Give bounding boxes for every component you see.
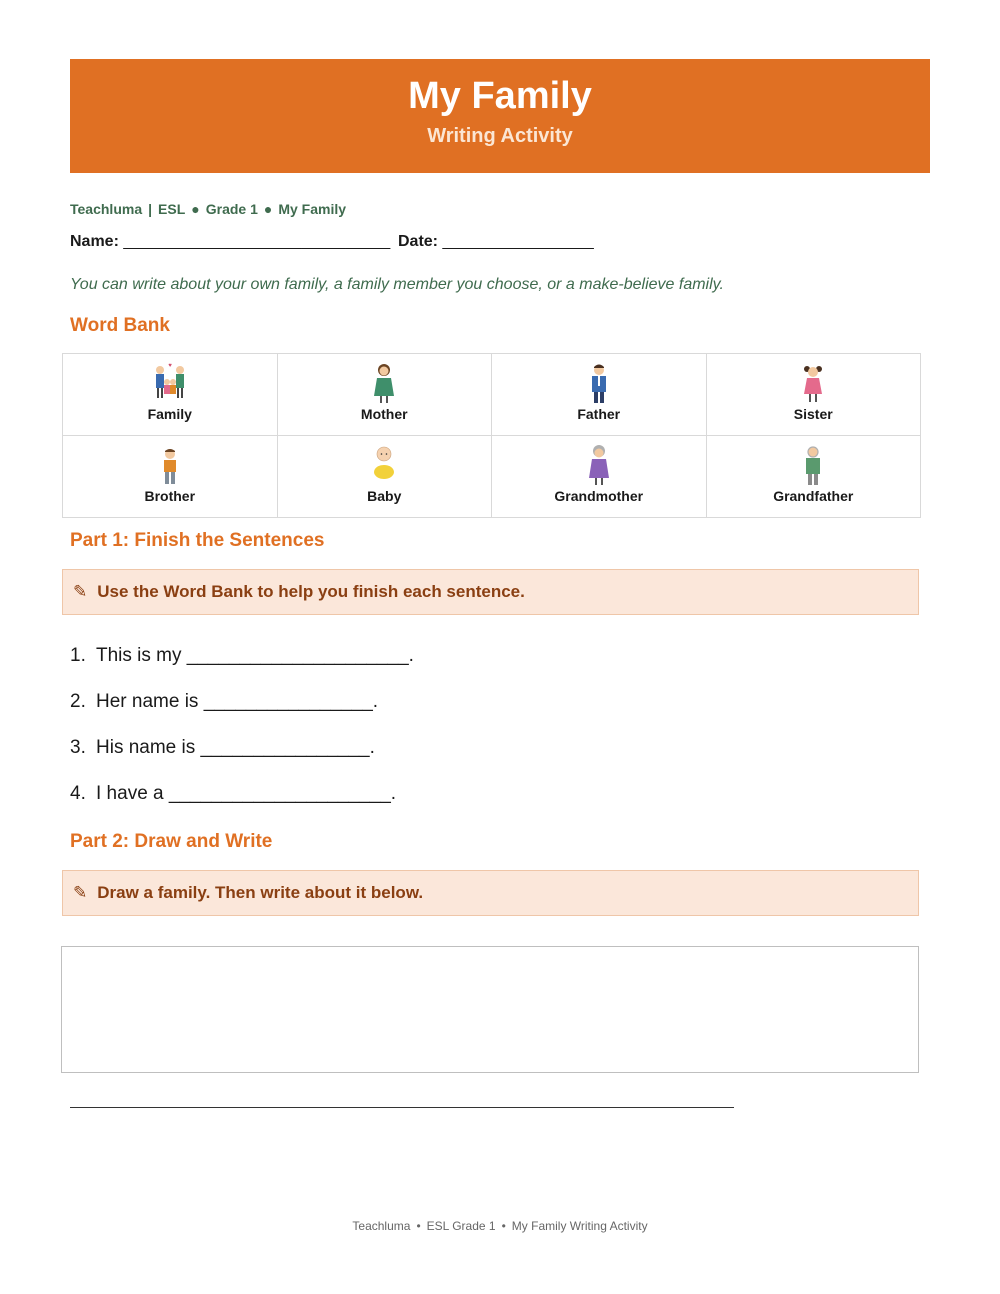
date-blank: _________________ [442,233,594,250]
word-bank-cell [492,354,707,436]
family-icon [150,362,190,404]
sentence-list [70,645,414,829]
sentence-item[interactable]: 1. This is my _____________________. [70,645,414,666]
word-bank-cell [492,436,707,518]
name-blank: ______________________________ [123,233,391,250]
word-bank-cell [277,436,492,518]
page-subtitle: Writing Activity [427,125,573,147]
part2-heading: Part 2: Draw and Write [70,831,273,852]
word-mother: Mother [360,406,408,422]
grandfather-icon [798,444,828,486]
svg-text:♥: ♥ [167,363,172,369]
word-bank-cell [277,354,492,436]
word-bank-heading: Word Bank [70,315,170,336]
grandmother-icon [584,444,614,486]
sentence-item[interactable]: 4. I have a _____________________. [70,783,397,804]
word-grandmother: Grandmother [554,488,644,504]
title-banner [70,59,930,173]
word-grandfather: Grandfather [773,488,854,504]
meta-subject: ESL [158,201,186,217]
meta-brand: Teachluma [70,201,143,217]
sentence-item[interactable]: 3. His name is ________________. [70,737,375,758]
word-sister: Sister [793,406,833,422]
writing-line[interactable] [70,1107,734,1108]
word-bank-cell [706,354,921,436]
footer-title: My Family Writing Activity [511,1219,648,1233]
meta-topic: My Family [278,201,347,217]
part2-instruction: Draw a family. Then write about it below. [97,883,424,902]
baby-icon [369,444,399,486]
name-date-row [70,233,594,251]
sister-icon [798,362,828,404]
father-icon [584,362,614,404]
sentence-item[interactable]: 2. Her name is ________________. [70,691,379,712]
word-family: Family [147,406,192,422]
word-bank-cell [706,436,921,518]
meta-line: Teachluma | ESL ● Grade 1 ● My Family [70,201,347,217]
name-field[interactable] [70,233,390,250]
date-label: Date: [398,233,439,250]
page-title: My Family [408,75,592,117]
pencil-icon: ✎ [73,582,88,601]
part1-instruction: Use the Word Bank to help you finish each sentence. [97,582,525,601]
word-bank-cell [63,354,278,436]
intro-text: You can write about your own family, a family member you choose, or a make-believe family. [70,276,724,293]
brother-icon [155,444,185,486]
word-brother: Brother [144,488,196,504]
word-father: Father [577,406,621,422]
date-field[interactable] [398,233,594,251]
pencil-icon: ✎ [73,883,88,902]
page-footer: Teachluma • ESL Grade 1 • My Family Writing Activity [352,1219,648,1233]
part1-instruction-box [62,569,919,615]
name-label: Name: [70,233,119,250]
part2-instruction-box [62,870,919,916]
mother-icon [369,362,399,404]
meta-grade: Grade 1 [205,201,258,217]
word-bank-table [62,353,921,518]
part1-heading: Part 1: Finish the Sentences [70,530,325,551]
drawing-box[interactable] [61,946,919,1073]
footer-brand: Teachluma [352,1219,411,1233]
word-baby: Baby [367,488,402,504]
word-bank-cell [63,436,278,518]
footer-course: ESL Grade 1 [426,1219,496,1233]
